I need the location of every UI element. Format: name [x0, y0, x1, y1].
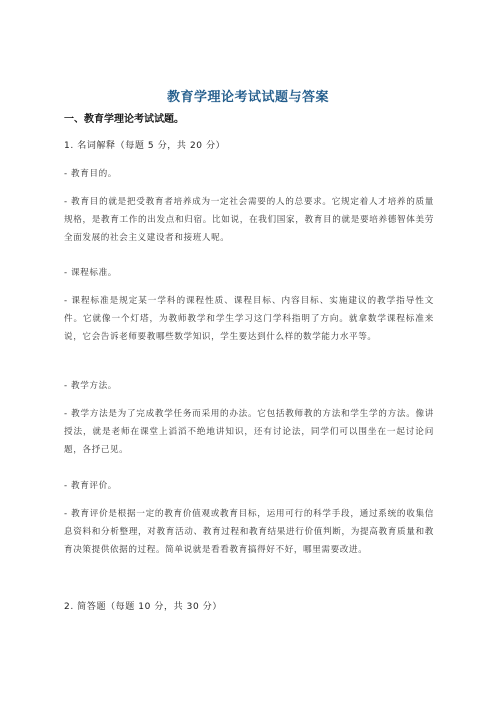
question-2-heading: 2. 简答题（每题 10 分，共 30 分） [64, 602, 222, 612]
question-1-heading: 1. 名词解释（每题 5 分，共 20 分） [64, 141, 226, 151]
document-title: 教育学理论考试试题与答案 [166, 90, 329, 105]
definition-curriculum-standard: - 课程标准是规定某一学科的课程性质、课程目标、内容目标、实施建议的教学指导性文件。它就像一个灯塔，为教师教学和学生学习这门学科指明了方向。就拿数学课程标准来说，它会告诉老师要教哪些数学知识，学生要达到什么样的数学能力水平等。 [64, 296, 434, 342]
term-education-purpose: - 教育目的。 [64, 169, 118, 179]
term-curriculum-standard: - 课程标准。 [64, 268, 118, 278]
term-teaching-method: - 教学方法。 [64, 381, 118, 391]
definition-teaching-method: - 教学方法是为了完成教学任务而采用的办法。它包括教师教的方法和学生学的方法。像讲授法，就是老师在课堂上滔滔不绝地讲知识，还有讨论法，同学们可以围坐在一起讨论问题，各抒己见。 [64, 409, 434, 455]
term-education-evaluation: - 教育评价。 [64, 481, 118, 491]
section-heading: 一、教育学理论考试试题。 [64, 114, 184, 125]
definition-education-evaluation: - 教育评价是根据一定的教育价值观或教育目标，运用可行的科学手段，通过系统的收集信息资料和分析整理，对教育活动、教育过程和教育结果进行价值判断，为提高教育质量和教育决策提供依据的过程。简单说就是看看教育搞得好不好，哪里需要改进。 [64, 509, 434, 555]
definition-education-purpose: - 教育目的就是把受教育者培养成为一定社会需要的人的总要求。它规定着人才培养的质量规格，是教育工作的出发点和归宿。比如说，在我们国家，教育目的就是要培养德智体美劳全面发展的社会主义建设者和接班人呢。 [64, 197, 434, 243]
